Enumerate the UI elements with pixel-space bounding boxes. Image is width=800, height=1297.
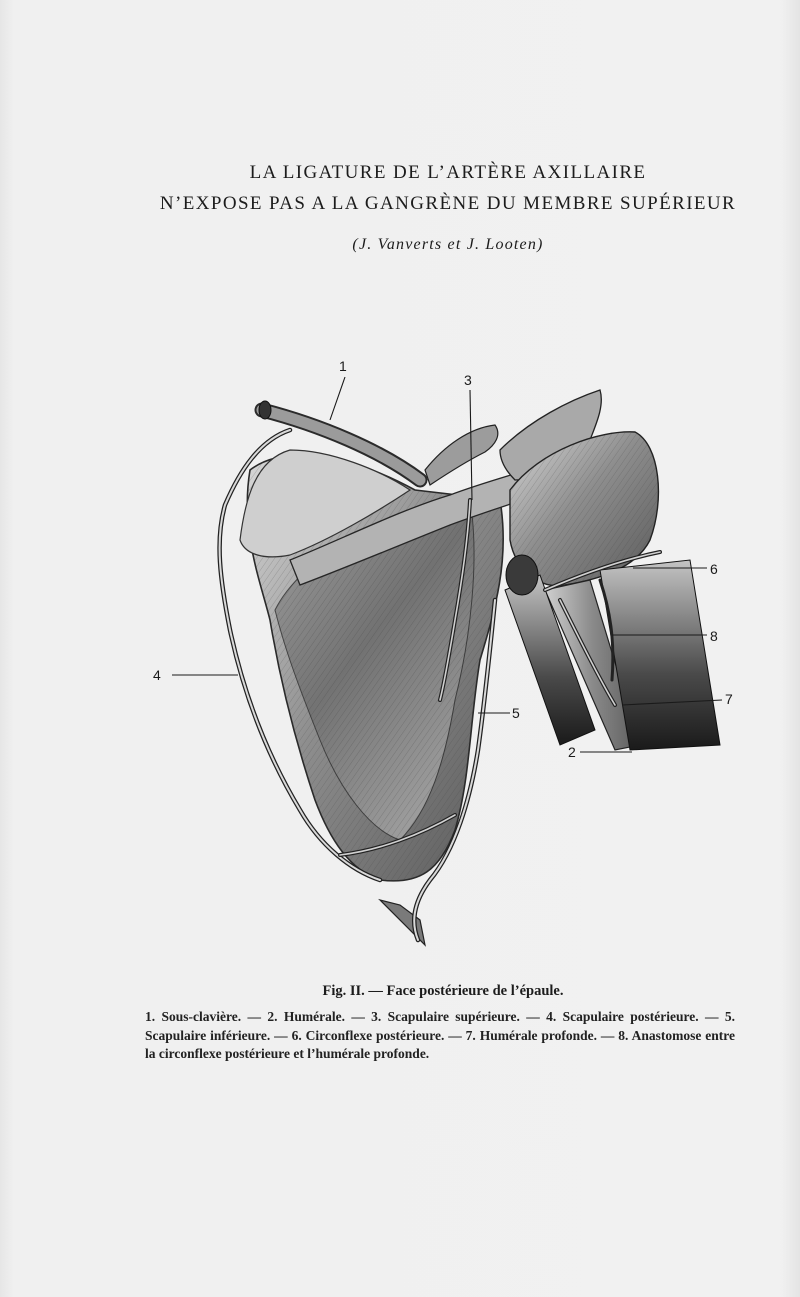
article-title-line-1: LA LIGATURE DE L’ARTÈRE AXILLAIRE (249, 162, 647, 183)
authors-line: (J. Vanverts et J. Looten) (352, 236, 544, 253)
label-8: 8 (710, 628, 718, 644)
label-1: 1 (339, 358, 347, 374)
coracoid (425, 425, 498, 485)
label-7: 7 (725, 691, 733, 707)
label-6: 6 (710, 561, 718, 577)
figure-legend: 1. Sous-clavière. — 2. Humérale. — 3. Scapulaire supérieure. — 4. Scapulaire postérieure. — 5. Scapulaire inférieure. — 6. Circonflexe postérieure. — 7. Humérale profonde. — 8. Anastomose entre la circonflexe postérieure et l’humérale profonde. (145, 1009, 735, 1061)
tendon-cut (506, 555, 538, 595)
label-4: 4 (153, 667, 161, 683)
label-2: 2 (568, 744, 576, 760)
label-3: 3 (464, 372, 472, 388)
figure-caption: Fig. II. — Face postérieure de l’épaule. (322, 983, 564, 999)
label-5: 5 (512, 705, 520, 721)
article-title-line-2: N’EXPOSE PAS A LA GANGRÈNE DU MEMBRE SUPÉRIEUR (159, 193, 737, 214)
